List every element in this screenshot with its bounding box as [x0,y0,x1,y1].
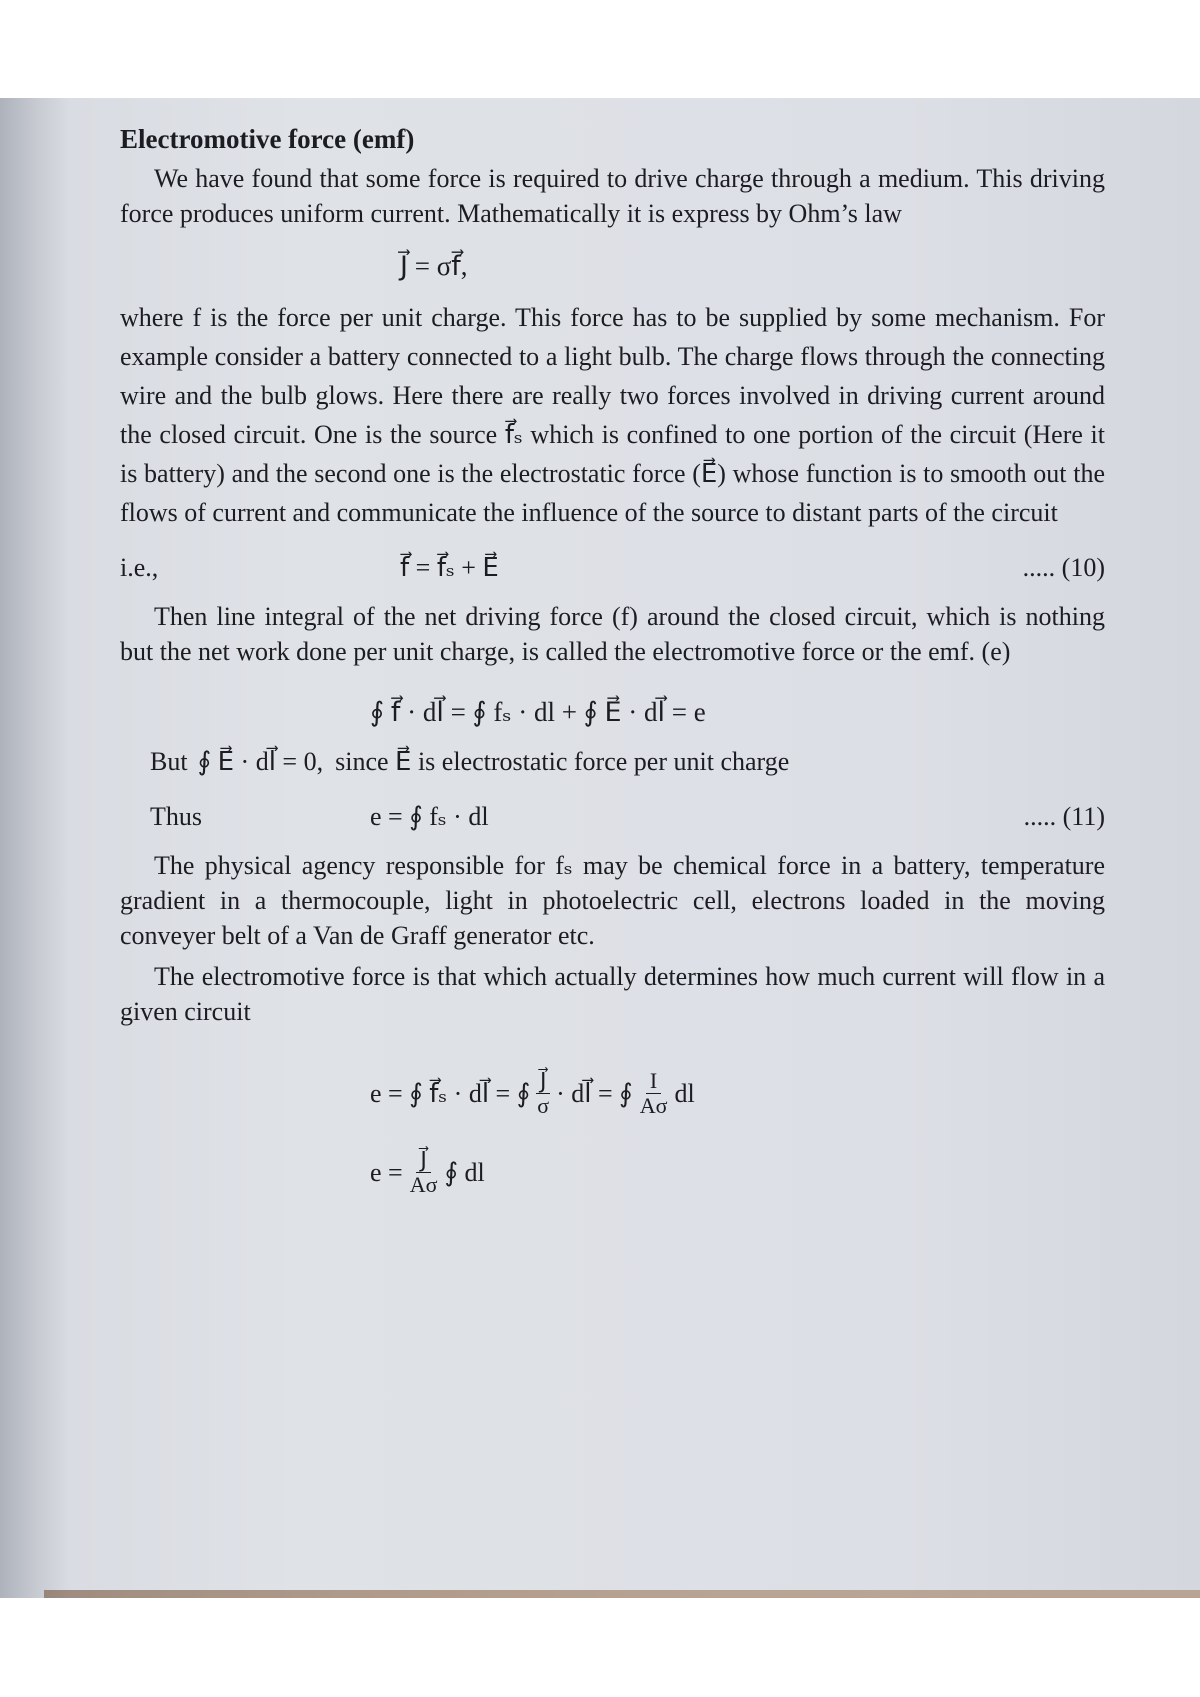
but-integral: ∮ E⃗ · dl⃗ = 0, [197,747,324,776]
but-lead: But [150,747,188,776]
equation-final-1-mid: · dl⃗ = ∮ [556,1079,633,1108]
equation-final-2 [120,1148,1105,1197]
paper-edge-shadow [44,1590,1200,1598]
fraction-numerator: I [646,1069,661,1094]
fraction-denominator: Aσ [639,1093,668,1118]
fraction-numerator: J⃗ [416,1148,431,1173]
paragraph-intro: We have found that some force is required to drive charge through a medium. This driving force produces uniform current. Mathematically it is express by Ohm’s law [120,164,1105,228]
equation-final-1 [120,1069,1105,1118]
equation-line-integral: ∮ f⃗ · dl⃗ = ∮ fₛ · dl + ∮ E⃗ · dl⃗ = e [370,697,706,727]
paragraph-emf-current: The electromotive force is that which actually determines how much current will flow in a given circuit [120,962,1105,1026]
paragraph-line-integral: Then line integral of the net driving force (f) around the closed circuit, which is nothing but the net work done per unit charge, is called the electromotive force or the emf. (e) [120,602,1105,666]
but-text: since E⃗ is electrostatic force per unit charge [335,747,790,776]
page-content [120,122,1105,1211]
equation-final-1-right: dl [674,1079,695,1108]
fraction-denominator: σ [537,1093,550,1118]
paragraph-forces: where f is the force per unit charge. This force has to be supplied by some mechanism. For example consider a battery connected to a light bulb. The charge flows through the connecting wire and the bulb glows. Here there are really two forces involved in driving current around the closed circuit. One is the source f⃗ₛ which is confined to one portion of the circuit (Here it is battery) and the second one is the electrostatic force (E⃗) whose function is to smooth out the flows of current and communicate the influence of the source to distant parts of the circuit [120,303,1105,527]
equation-11-body: e = ∮ fₛ · dl [370,802,489,831]
equation-final-1-left: e = ∮ f⃗ₛ · dl⃗ = ∮ [370,1079,531,1108]
equation-10-body: f⃗ = f⃗ₛ + E⃗ [400,553,499,582]
section-heading: Electromotive force (emf) [120,124,415,154]
fraction-j-over-sigma [533,1069,553,1118]
equation-ohms-law: J⃗ = σf⃗, [400,251,468,281]
fraction-denominator: Aσ [409,1172,438,1197]
equation-final-2-right: ∮ dl [444,1158,485,1187]
fraction-numerator: J⃗ [536,1069,551,1094]
equation-11-number: ..... (11) [1023,802,1105,831]
but-line [120,744,1105,779]
equation-11 [120,799,1105,834]
paragraph-physical-agency: The physical agency responsible for fₛ may be chemical force in a battery, temperature gradient in a thermocouple, light in photoelectric cell, electrons loaded in the moving conveyer belt of a Van de Graff generator etc. [120,851,1105,950]
equation-11-lead: Thus [150,802,202,831]
equation-10 [120,550,1105,585]
equation-10-lead: i.e., [120,553,159,582]
fraction-i-over-a-sigma [636,1069,672,1118]
equation-10-number: ..... (10) [1022,553,1105,582]
equation-final-2-left: e = [370,1158,403,1187]
fraction-j-over-a-sigma [406,1148,442,1197]
